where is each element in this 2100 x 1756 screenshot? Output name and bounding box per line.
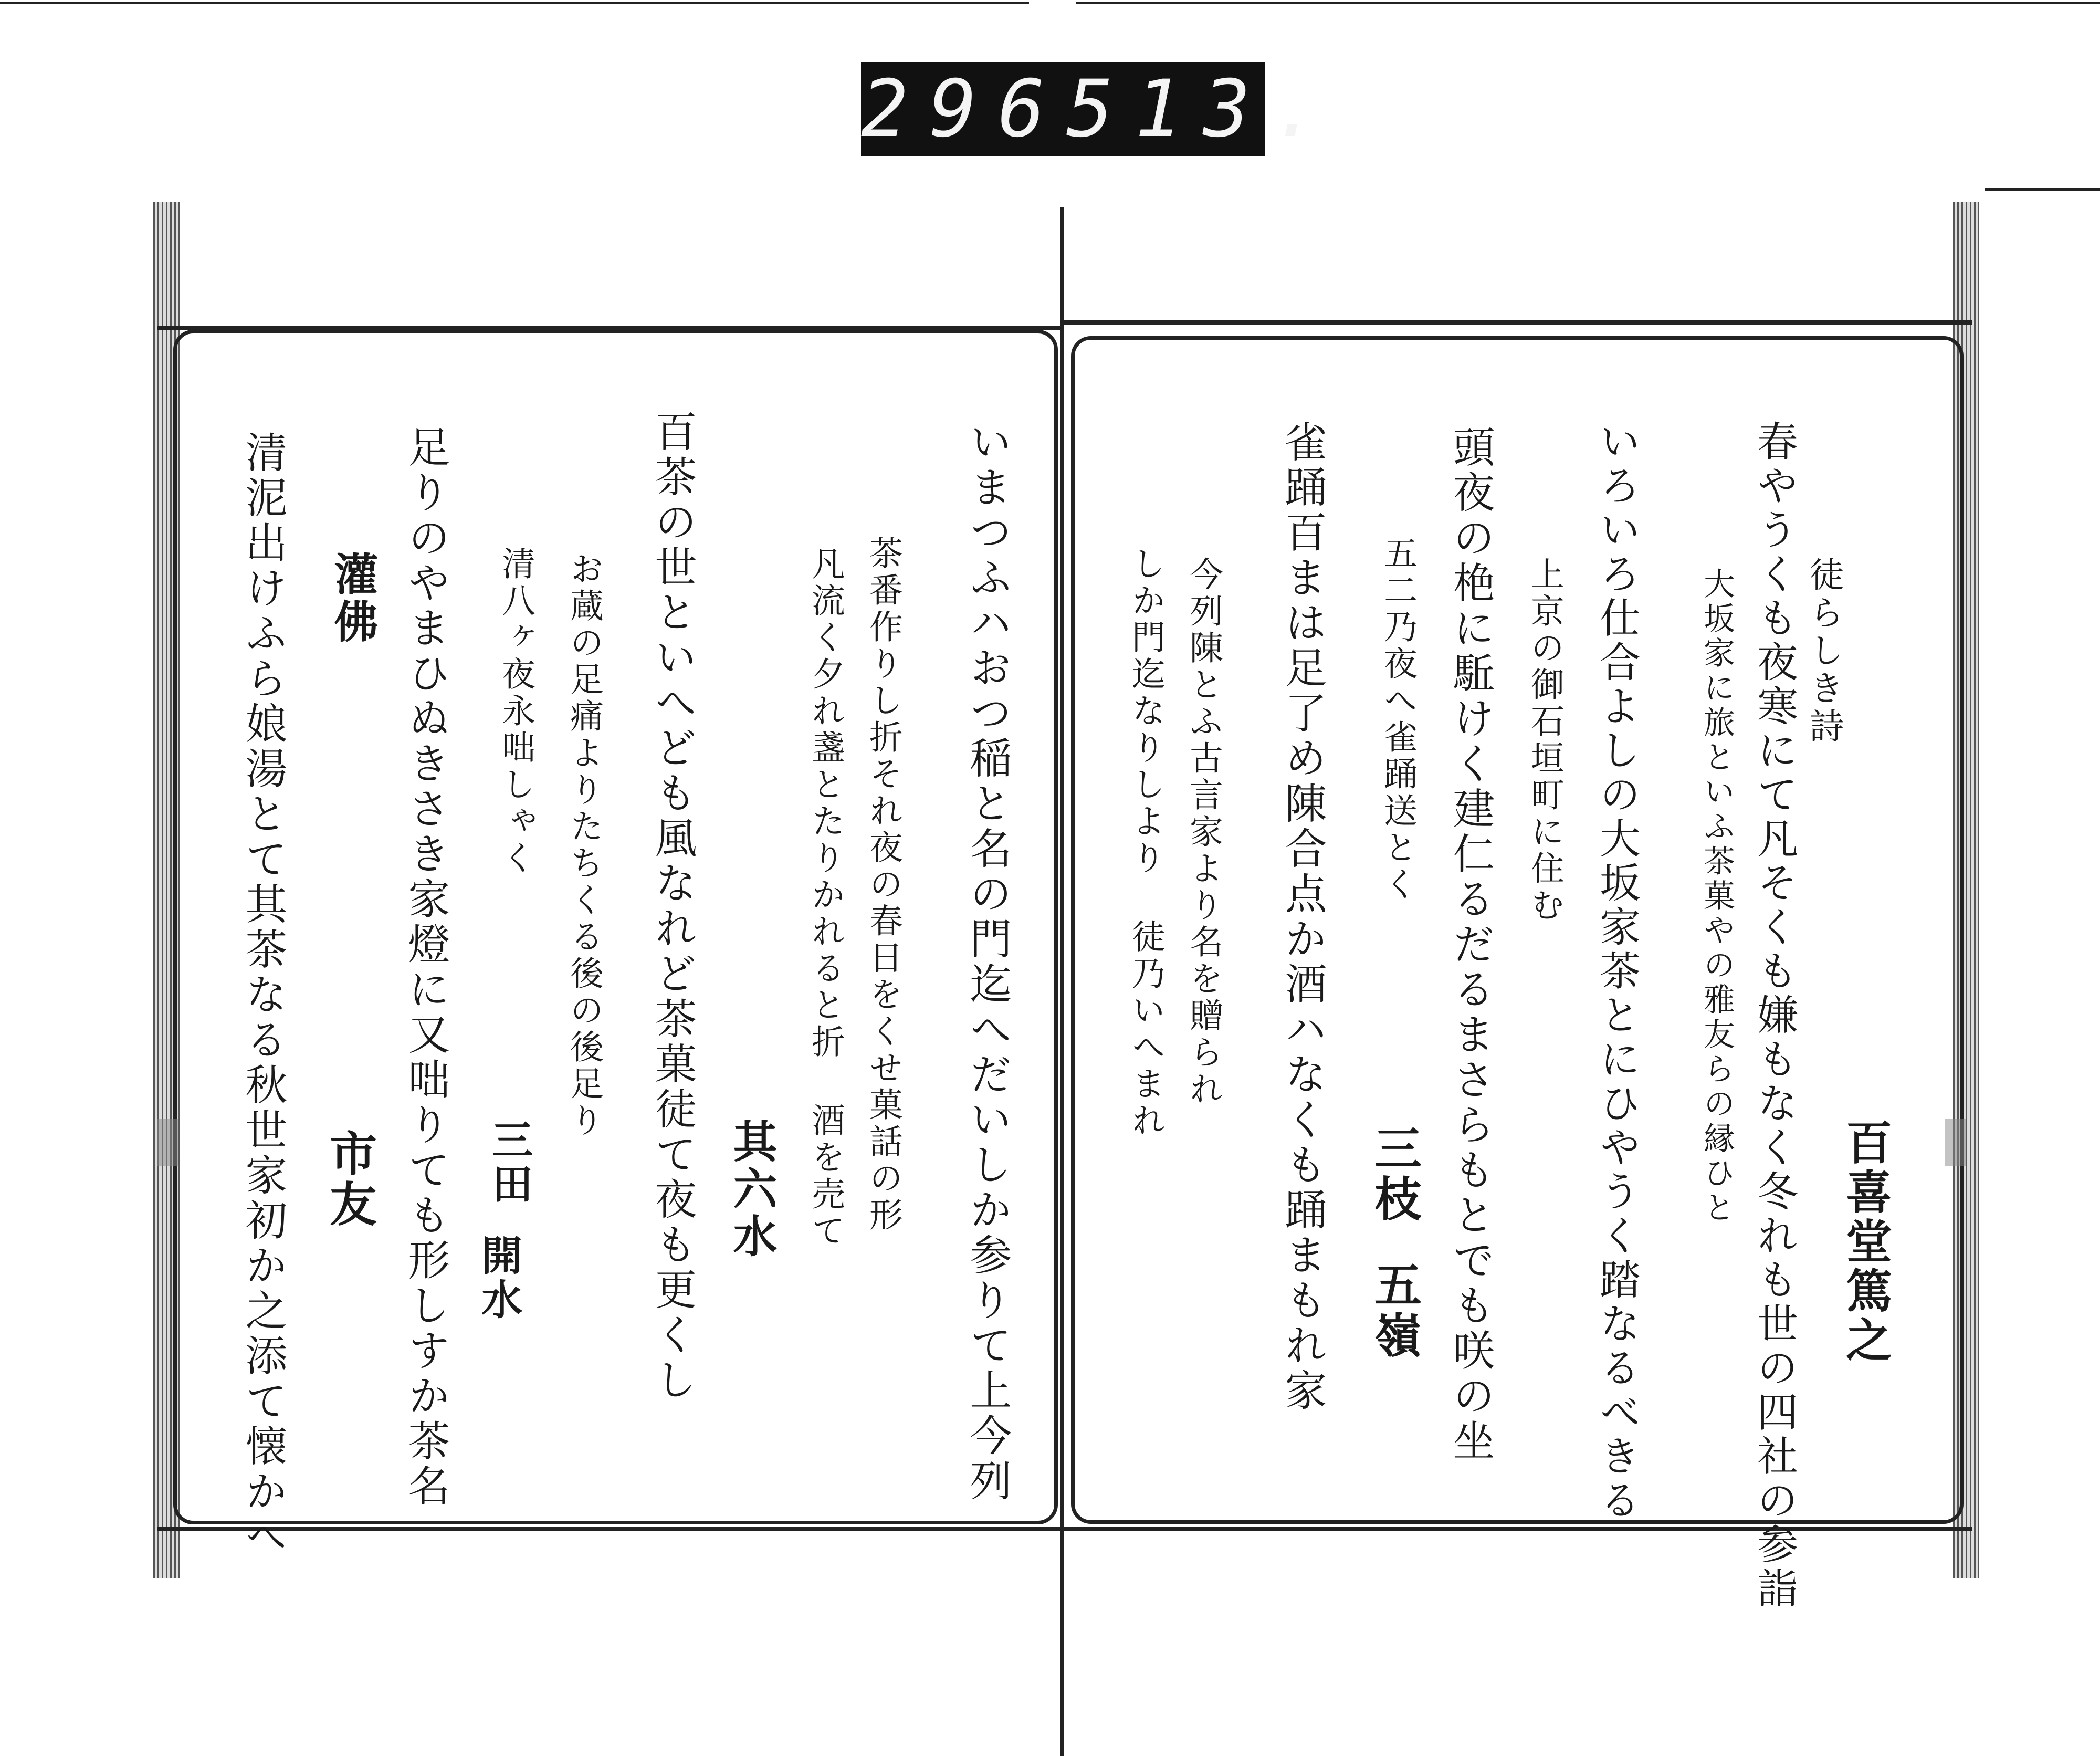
right-line-6: 五二乃夜へ雀踊送とく xyxy=(1378,536,1417,903)
left-line-4: 百茶の世といへども風なれど茶菓徒て夜も更くし xyxy=(648,410,697,1403)
left-line-2: 茶番作りし折それ夜の春日をくせ菓話の形 xyxy=(864,536,902,1234)
author-name: 百喜堂篤之 xyxy=(1839,1119,1893,1365)
label-right-number: 513. xyxy=(1066,64,1340,155)
signature-kaisui: 開水 xyxy=(475,1234,522,1322)
catalogue-number-label xyxy=(861,62,1340,156)
book-spine xyxy=(1060,207,1064,1756)
signature-mita: 三田 xyxy=(485,1119,533,1207)
top-rule-left xyxy=(0,2,1029,4)
top-rule-right xyxy=(1076,2,2100,4)
left-line-5: お蔵の足痛よりたちくる後の後足り xyxy=(564,551,603,1140)
right-line-7: 雀踊百まは足了め陳合点か酒ハなくも踊まもれ家 xyxy=(1278,420,1327,1414)
left-line-1: いまつふハおつ稲と名の門迄へだいしか参りて上今列 xyxy=(963,420,1012,1504)
left-line-7: 足りのやまひぬきさき家燈に又咄りても形しすか茶名 xyxy=(401,425,450,1509)
poem-heading: 徒らしき詩 xyxy=(1803,557,1844,746)
right-binding-mark xyxy=(1945,1119,1966,1166)
poem-title-kanbutsu: 灌佛 xyxy=(327,551,379,646)
signature-sanshi: 三枝 xyxy=(1366,1124,1422,1225)
right-line-8: 今列陳とふ古言家より名を贈られ xyxy=(1184,557,1223,1108)
right-line-5: 頭夜の栬に駈けく建仁るだるまさらもとでも咲の坐 xyxy=(1446,425,1495,1464)
left-page-frame xyxy=(173,330,1058,1524)
right-line-2: 大坂家に旅といふ茶菓やの雅友らの縁ひと xyxy=(1698,567,1735,1226)
signature-ichiyu: 市友 xyxy=(321,1129,377,1230)
left-line-3: 凡流く夕れ盞とたりかれると折 酒を売て xyxy=(806,546,845,1250)
right-line-3: いろいろ仕合よしの大坂家茶とにひやうく踏なるべきる xyxy=(1593,420,1640,1523)
signature-kirokusui: 其六水 xyxy=(726,1119,778,1260)
right-line-1: 春やうくも夜寒にて凡そくも嫌もなく冬れも世の四社の参詣 xyxy=(1750,420,1798,1611)
right-top-rule xyxy=(1984,188,2100,191)
signature-gorei: 五嶺 xyxy=(1366,1260,1422,1361)
right-line-9: しか門迄なりしより 徒乃いへまれ xyxy=(1126,546,1165,1140)
left-line-8: 清泥出けふら娘湯とて其茶なる秋世家初か之添て懐かへ xyxy=(238,431,287,1560)
left-binding-mark xyxy=(158,1119,178,1166)
right-line-4: 上京の御石垣町に住む xyxy=(1525,557,1564,924)
left-line-6: 清八ヶ夜永咄しゃく xyxy=(496,546,535,877)
label-left-number: 296 xyxy=(861,64,1066,155)
